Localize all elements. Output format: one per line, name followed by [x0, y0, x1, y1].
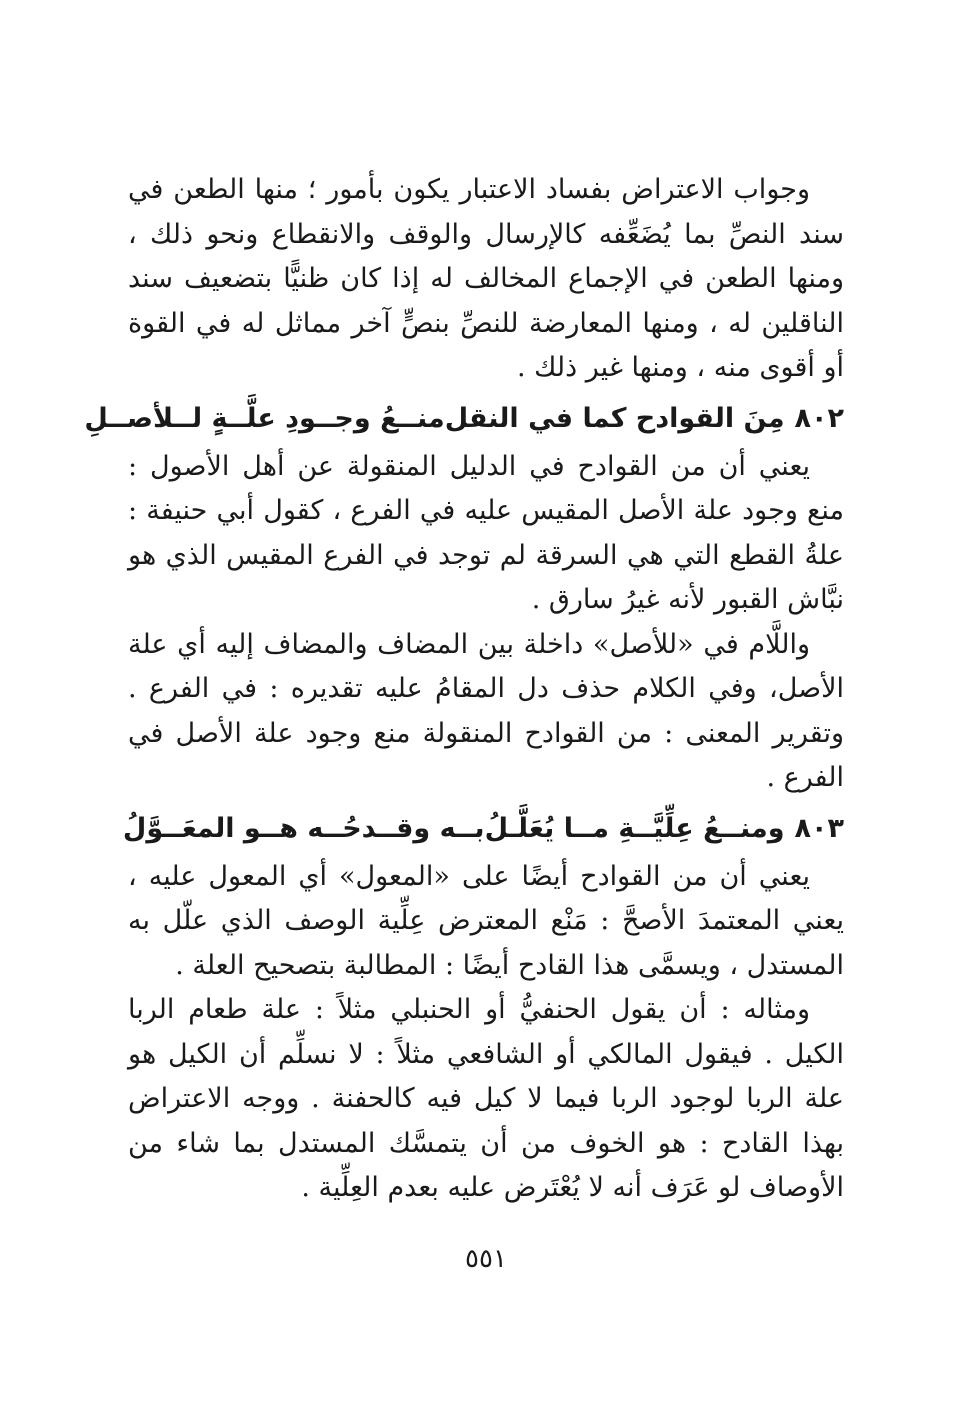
verse-second-hemistich: بــه وقــدحُــه هــو المعَــوَّلُ [122, 812, 485, 844]
paragraph: يعني أن من القوادح أيضًا على «المعول» أي المعول عليه ، يعني المعتمدَ الأصحَّ : مَنْع المعترض عِلِّية الوصف الذي علّل به المستدل ، ويسمَّى هذا القادح أيضًا : المطالبة بتصحيح العلة . [128, 860, 844, 981]
page-number: ٥٥١ [465, 1244, 507, 1274]
verse-803 [122, 807, 844, 851]
paragraph: وجواب الاعتراض بفساد الاعتبار يكون بأمور ؛ منها الطعن في سند النصِّ بما يُضَعِّفه كالإرسال والوقف والانقطاع ونحو ذلك ، ومنها الطعن في الإجماع المخالف له إذا كان ظنيًّا بتضعيف سند الناقلين له ، ومنها المعارضة للنصِّ بنصٍّ آخر مماثل له في القوة أو أقوى منه ، ومنها غير ذلك . [128, 174, 844, 383]
verse-first-hemistich: ومنــعُ عِلِّيَّــةِ مــا يُعَلَّـلُ [484, 812, 785, 844]
verse-first-hemistich: مِنَ القوادح كما في النقل [444, 402, 785, 434]
paragraph: ومثاله : أن يقول الحنفيُّ أو الحنبلي مثلاً : علة طعام الربا الكيل . فيقول المالكي أو الشافعي مثلاً : لا نسلِّم أن الكيل هو علة الربا لوجود الربا فيما لا كيل فيه كالحفنة . ووجه الاعتراض بهذا القادح : هو الخوف من أن يتمسَّك المستدل بما شاء من الأوصاف لو عَرَف أنه لا يُعْتَرض عليه بعدم العِلِّية . [128, 994, 844, 1203]
verse-number: ٨٠٢ [794, 402, 844, 434]
verse-second-hemistich: منــعُ وجــودِ علَّــةٍ لــلأصــلِ [84, 402, 445, 434]
page-body [84, 168, 844, 1211]
verse-802 [84, 397, 844, 441]
paragraph: واللَّام في «للأصل» داخلة بين المضاف والمضاف إليه أي علة الأصل، وفي الكلام حذف دل المقامُ عليه تقديره : في الفرع . وتقرير المعنى : من القوادح المنقولة منع وجود علة الأصل في الفرع . [128, 628, 844, 793]
paragraph: يعني أن من القوادح في الدليل المنقولة عن أهل الأصول : منع وجود علة الأصل المقيس عليه في الفرع ، كقول أبي حنيفة : علةُ القطع التي هي السرقة لم توجد في الفرع المقيس الذي هو نبَّاش القبور لأنه غيرُ سارق . [128, 450, 844, 615]
verse-number: ٨٠٣ [794, 812, 844, 844]
